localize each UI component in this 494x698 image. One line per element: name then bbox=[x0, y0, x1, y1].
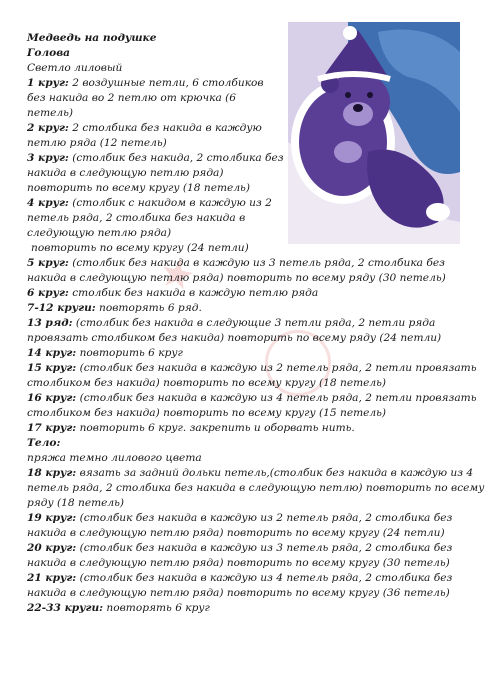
row-22-33: 22-33 круги: повторять 6 круг bbox=[27, 602, 210, 614]
head-row-4-tail: повторить по всему кругу (24 петли) bbox=[31, 242, 249, 254]
row-7-12: 7-12 круги: повторять 6 ряд. bbox=[27, 302, 202, 314]
row-6: 6 круг: столбик без накида в каждую петлю ряда bbox=[27, 287, 319, 299]
row-14: 14 круг: повторить 6 круг bbox=[27, 347, 183, 359]
row-19: 19 круг: (столбик без накида в каждую из 2 петель ряда, 2 столбика без накида в следующую петлю ряда) повторить по всему кругу (24 петли) bbox=[27, 512, 453, 539]
head-row-1: 1 круг: 2 воздушные петли, 6 столбиков без накида во 2 петлю от крючка (6 петель) bbox=[27, 77, 264, 119]
body-yarn-color: пряжа темно лилового цвета bbox=[27, 452, 202, 464]
row-16: 16 круг: (столбик без накида в каждую из 4 петель ряда, 2 петли провязать столбиком без накида) повторить по всему кругу (15 петель) bbox=[27, 392, 477, 419]
page-title: Медведь на подушке bbox=[27, 32, 157, 44]
row-13: 13 ряд: (столбик без накида в следующие 3 петли ряда, 2 петли ряда провязать столбиком без накида) повторить по всему ряду (24 петли) bbox=[27, 317, 442, 344]
body-section-title: Тело: bbox=[27, 437, 61, 449]
row-17: 17 круг: повторить 6 круг. закрепить и оборвать нить. bbox=[27, 422, 355, 434]
head-row-3: 3 круг: (столбик без накида, 2 столбика без накида в следующую петлю ряда) повторить по всему кругу (18 петель) bbox=[27, 152, 284, 194]
watermark-text: ★ bbox=[148, 244, 208, 302]
row-21: 21 круг: (столбик без накида в каждую из 4 петель ряда, 2 столбика без накида в следующую петлю ряда) повторить по всему кругу (36 петель) bbox=[27, 572, 453, 599]
row-5: 5 круг: (столбик без накида в каждую из 3 петель ряда, 2 столбика без накида в следующую петлю ряда) повторить по всему ряду (30 петель) bbox=[27, 257, 446, 284]
row-15: 15 круг: (столбик без накида в каждую из 2 петель ряда, 2 петли провязать столбиком без накида) повторить по всему кругу (18 петель) bbox=[27, 362, 477, 389]
row-18: 18 круг: вязать за задний дольки петель,(столбик без накида в каждую из 4 петель ряда, 2 столбика без накида в следующую петлю) повторить по всему ряду (18 петель) bbox=[27, 467, 485, 509]
head-row-2: 2 круг: 2 столбика без накида в каждую петлю ряда (12 петель) bbox=[27, 122, 262, 149]
pattern-text bbox=[27, 31, 485, 616]
head-yarn-color: Светло лиловый bbox=[27, 62, 123, 74]
section-head-title: Голова bbox=[27, 47, 71, 59]
row-20: 20 круг: (столбик без накида в каждую из 3 петель ряда, 2 столбика без накида в следующую петлю ряда) повторить по всему кругу (30 петель) bbox=[27, 542, 453, 569]
head-row-4: 4 круг: (столбик с накидом в каждую из 2 петель ряда, 2 столбика без накида в следующую петлю ряда) bbox=[27, 197, 272, 239]
